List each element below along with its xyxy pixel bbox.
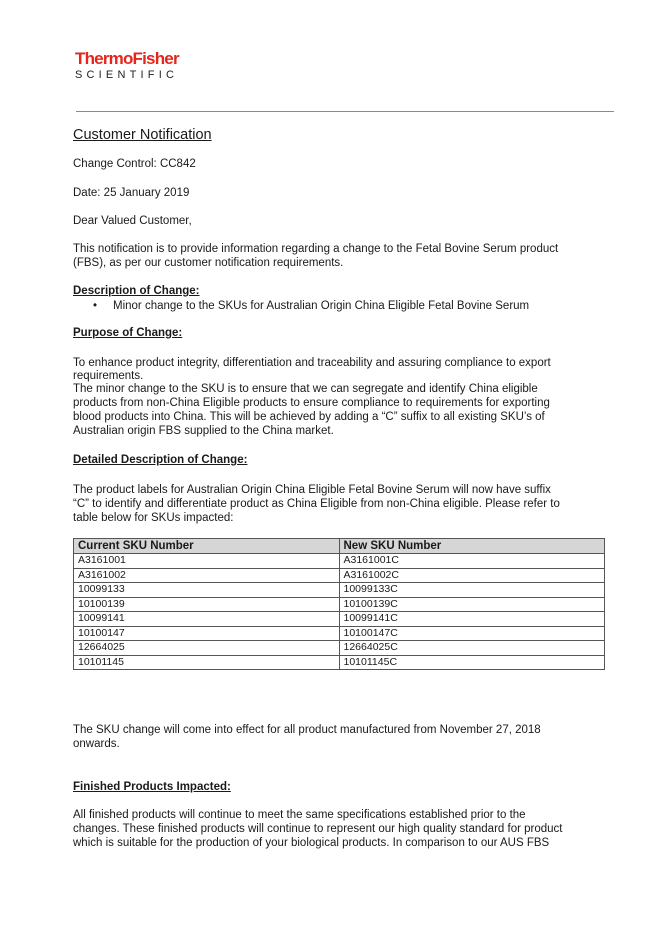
effective-line: onwards.: [73, 738, 120, 750]
current-sku-cell: 10099133: [74, 583, 340, 598]
effective-line: The SKU change will come into effect for all product manufactured from November 27, 2018: [73, 724, 541, 736]
purpose-line: products from non-China Eligible products to ensure compliance to requirements for exporting: [73, 397, 550, 409]
table-row: [74, 626, 605, 641]
purpose-heading: Purpose of Change:: [73, 327, 183, 339]
table-header-row: [74, 539, 605, 554]
current-sku-cell: 10099141: [74, 612, 340, 627]
table-row: [74, 568, 605, 583]
finished-heading: Finished Products Impacted:: [73, 781, 231, 793]
description-heading: Description of Change:: [73, 285, 200, 297]
logo-brand-text: ThermoFisher: [75, 49, 179, 68]
intro-line: This notification is to provide information regarding a change to the Fetal Bovine Serum product: [73, 243, 559, 255]
purpose-line: To enhance product integrity, differentiation and traceability and assuring compliance to export: [73, 357, 551, 369]
new-sku-cell: 10099133C: [339, 583, 605, 598]
detailed-line: table below for SKUs impacted:: [73, 512, 234, 524]
sku-table: [73, 538, 605, 670]
new-sku-cell: 10100147C: [339, 626, 605, 641]
header-divider: [76, 111, 614, 112]
column-header-current-sku: Current SKU Number: [74, 539, 340, 554]
current-sku-cell: 12664025: [74, 641, 340, 656]
change-control: Change Control: CC842: [73, 158, 196, 170]
new-sku-cell: 10101145C: [339, 655, 605, 670]
logo-sub-text: SCIENTIFIC: [75, 69, 179, 81]
table-row: [74, 583, 605, 598]
column-header-new-sku: New SKU Number: [339, 539, 605, 554]
current-sku-cell: A3161001: [74, 554, 340, 569]
new-sku-cell: 12664025C: [339, 641, 605, 656]
current-sku-cell: 10101145: [74, 655, 340, 670]
detailed-line: “C” to identify and differentiate product as China Eligible from non-China eligible. Please refer to: [73, 498, 560, 510]
description-bullet-item: [93, 300, 529, 314]
table-row: [74, 655, 605, 670]
table-row: [74, 597, 605, 612]
table-row: [74, 612, 605, 627]
detailed-heading: Detailed Description of Change:: [73, 454, 248, 466]
notification-date: Date: 25 January 2019: [73, 187, 190, 199]
new-sku-cell: A3161002C: [339, 568, 605, 583]
description-bullet-text: Minor change to the SKUs for Australian Origin China Eligible Fetal Bovine Serum: [113, 300, 530, 312]
finished-line: All finished products will continue to meet the same specifications established prior to the: [73, 809, 526, 821]
finished-line: which is suitable for the production of your biological products. In comparison to our AUS FBS: [73, 837, 550, 849]
page-title: Customer Notification: [73, 127, 212, 143]
purpose-line: Australian origin FBS supplied to the China market.: [73, 425, 334, 437]
detailed-line: The product labels for Australian Origin China Eligible Fetal Bovine Serum will now have suffix: [73, 484, 551, 496]
purpose-line: requirements.: [73, 370, 144, 382]
current-sku-cell: 10100147: [74, 626, 340, 641]
purpose-line: blood products into China. This will be achieved by adding a “C” suffix to all existing SKU’s of: [73, 411, 545, 423]
current-sku-cell: 10100139: [74, 597, 340, 612]
intro-line: (FBS), as per our customer notification requirements.: [73, 257, 344, 269]
current-sku-cell: A3161002: [74, 568, 340, 583]
table-row: [74, 554, 605, 569]
new-sku-cell: A3161001C: [339, 554, 605, 569]
table-row: [74, 641, 605, 656]
bullet-icon: •: [93, 300, 98, 312]
thermo-fisher-logo: [75, 50, 179, 82]
salutation: Dear Valued Customer,: [73, 215, 192, 227]
finished-line: changes. These finished products will continue to represent our high quality standard for product: [73, 823, 563, 835]
new-sku-cell: 10099141C: [339, 612, 605, 627]
purpose-line: The minor change to the SKU is to ensure that we can segregate and identify China eligible: [73, 383, 538, 395]
new-sku-cell: 10100139C: [339, 597, 605, 612]
